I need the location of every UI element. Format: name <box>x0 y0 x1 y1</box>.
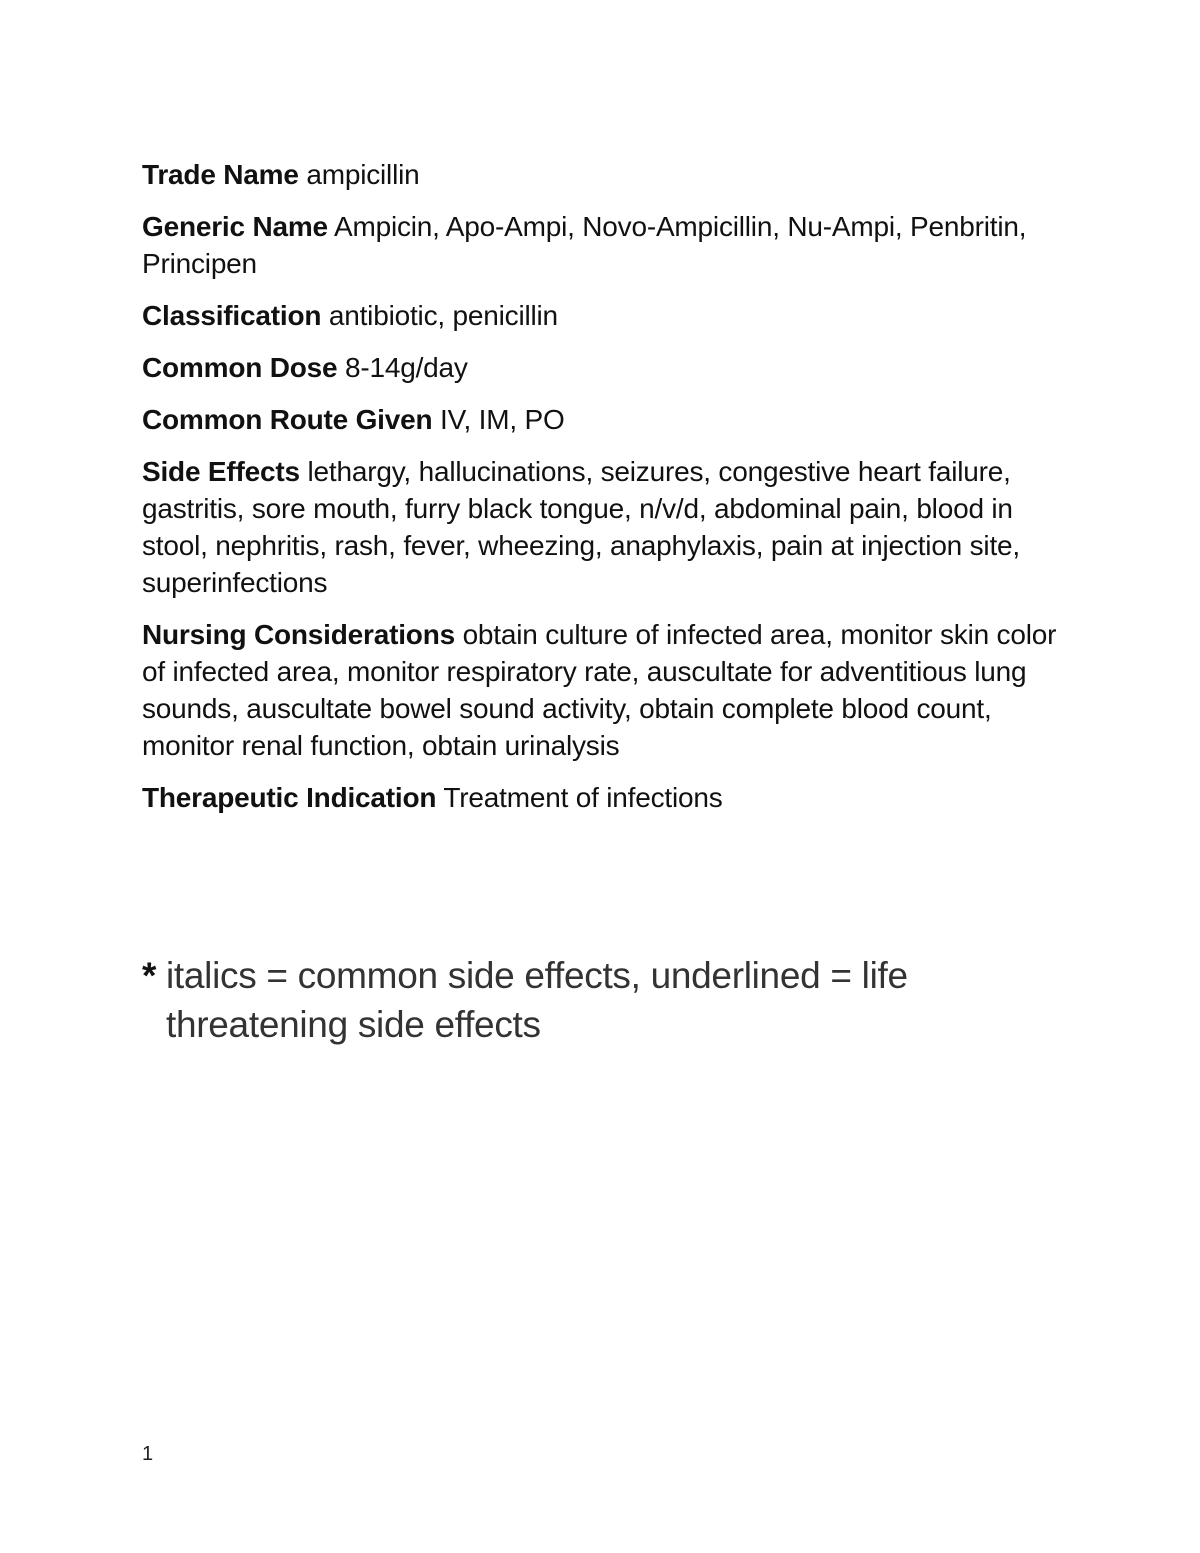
generic-name-label: Generic Name <box>142 211 328 242</box>
trade-name-value: ampicillin <box>306 159 420 190</box>
generic-name-value: Ampicin, Apo-Ampi, Novo-Ampicillin, Nu-Ampi, Penbritin, Principen <box>142 211 1027 279</box>
note-marker: * <box>142 955 157 996</box>
generic-name-field <box>142 208 1062 282</box>
drug-card-fields <box>142 156 1062 831</box>
nursing-considerations-label: Nursing Considerations <box>142 619 455 650</box>
therapeutic-indication-label: Therapeutic Indication <box>142 782 437 813</box>
common-route-field <box>142 401 1062 438</box>
page-number: 1 <box>142 1443 154 1465</box>
common-dose-value: 8-14g/day <box>344 352 468 383</box>
classification-label: Classification <box>142 300 322 331</box>
side-effects-value: lethargy, hallucinations, seizures, congestive heart failure, gastritis, sore mouth, furry black tongue, n/v/d, abdominal pain, blood in stool, nephritis, rash, fever, wheezing, anaphylaxis, pain at injection site, superinfections <box>142 456 1020 598</box>
common-route-value: IV, IM, PO <box>440 404 565 435</box>
classification-field <box>142 297 1062 334</box>
trade-name-field <box>142 156 1062 193</box>
common-dose-field <box>142 349 1062 386</box>
trade-name-label: Trade Name <box>142 159 299 190</box>
nursing-considerations-value: obtain culture of infected area, monitor skin color of infected area, monitor respiratory rate, auscultate for adventitious lung sounds, auscultate bowel sound activity, obtain complete blood count, monitor renal function, obtain urinalysis <box>142 619 1057 761</box>
legend-note <box>142 951 1022 1049</box>
therapeutic-indication-field <box>142 779 1062 816</box>
side-effects-label: Side Effects <box>142 456 300 487</box>
note-text: italics = common side effects, underlined = life threatening side effects <box>166 955 908 1045</box>
nursing-considerations-field <box>142 616 1062 764</box>
common-route-label: Common Route Given <box>142 404 433 435</box>
side-effects-field <box>142 453 1062 601</box>
common-dose-label: Common Dose <box>142 352 338 383</box>
classification-value: antibiotic, penicillin <box>328 300 558 331</box>
therapeutic-indication-value: Treatment of infections <box>443 782 723 813</box>
